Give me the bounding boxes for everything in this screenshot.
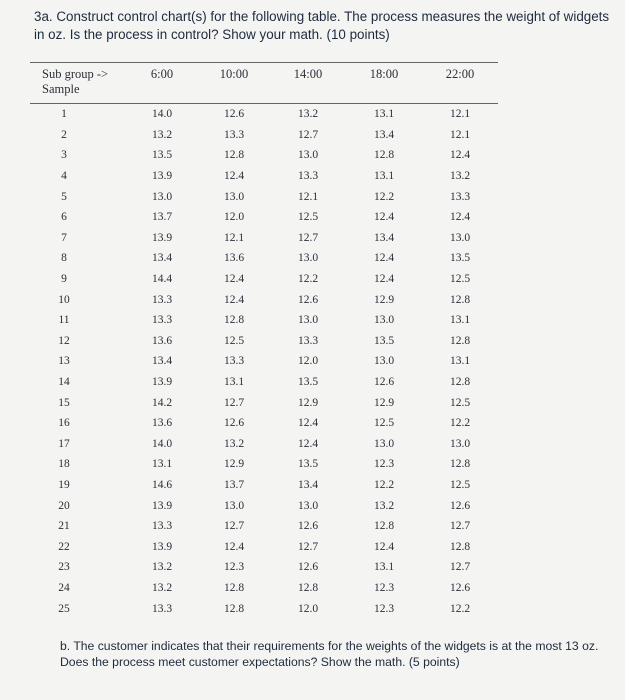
weight-cell: 13.2 [151, 581, 173, 594]
sample-number: 4 [61, 170, 67, 183]
sample-number: 17 [58, 437, 70, 450]
weight-cell: 12.8 [449, 293, 471, 306]
weight-cell: 12.5 [223, 334, 245, 347]
weight-cell: 13.6 [151, 334, 173, 347]
time-header-6: 6:00 [126, 63, 198, 104]
sample-number: 10 [58, 293, 70, 306]
weight-cell: 12.7 [297, 231, 319, 244]
sample-number: 3 [61, 149, 67, 162]
weight-cell: 13.2 [151, 128, 173, 141]
weight-cell: 12.1 [449, 128, 471, 141]
table-row [30, 207, 498, 228]
weight-cell: 12.4 [373, 252, 395, 265]
weight-cell: 12.6 [297, 520, 319, 533]
table-row [30, 372, 498, 393]
sample-number: 13 [58, 355, 70, 368]
weight-cell: 13.1 [449, 355, 471, 368]
weight-cell: 13.2 [151, 561, 173, 574]
weight-cell: 13.3 [151, 293, 173, 306]
weight-cell: 13.0 [373, 355, 395, 368]
weight-cell: 12.3 [373, 458, 395, 471]
weight-cell: 12.8 [449, 458, 471, 471]
weight-cell: 12.7 [449, 520, 471, 533]
weight-cell: 13.0 [297, 149, 319, 162]
sample-number: 12 [58, 334, 70, 347]
weight-cell: 12.1 [223, 231, 245, 244]
weight-cell: 13.3 [151, 602, 173, 615]
weight-cell: 12.6 [373, 376, 395, 389]
weight-cell: 13.0 [223, 499, 245, 512]
weight-cell: 12.3 [373, 581, 395, 594]
weight-cell: 13.9 [151, 499, 173, 512]
weight-cell: 12.4 [373, 540, 395, 553]
subgroup-header-label: Sub group -> [42, 67, 109, 81]
sample-number: 23 [58, 561, 70, 574]
table-row [30, 454, 498, 475]
weight-cell: 13.6 [151, 417, 173, 430]
weight-cell: 13.2 [373, 499, 395, 512]
subgroup-sample-header [30, 63, 126, 104]
weight-cell: 12.8 [223, 149, 245, 162]
widget-weight-table [30, 62, 498, 619]
weight-cell: 12.4 [449, 211, 471, 224]
sample-number: 25 [58, 602, 70, 615]
sample-number: 1 [61, 108, 67, 121]
table-row [30, 145, 498, 166]
weight-cell: 13.7 [223, 478, 245, 491]
weight-cell: 12.1 [449, 108, 471, 121]
weight-cell: 13.1 [373, 108, 395, 121]
time-header-22: 22:00 [422, 63, 498, 104]
table-row [30, 186, 498, 207]
sample-number: 19 [58, 478, 70, 491]
weight-cell: 13.3 [151, 314, 173, 327]
weight-cell: 13.5 [151, 149, 173, 162]
weight-cell: 12.4 [297, 417, 319, 430]
weight-cell: 12.7 [449, 561, 471, 574]
weight-cell: 13.4 [373, 231, 395, 244]
weight-cell: 12.6 [223, 417, 245, 430]
weight-cell: 14.0 [151, 108, 173, 121]
weight-cell: 12.5 [297, 211, 319, 224]
weight-cell: 12.2 [373, 190, 395, 203]
weight-cell: 12.0 [297, 602, 319, 615]
weight-cell: 12.4 [297, 437, 319, 450]
weight-cell: 13.1 [449, 314, 471, 327]
weight-cell: 12.7 [223, 520, 245, 533]
weight-cell: 12.0 [223, 211, 245, 224]
weight-cell: 12.8 [449, 376, 471, 389]
weight-cell: 13.5 [449, 252, 471, 265]
weight-cell: 13.0 [223, 190, 245, 203]
weight-cell: 12.6 [297, 561, 319, 574]
weight-cell: 13.0 [449, 231, 471, 244]
table-row [30, 269, 498, 290]
weight-cell: 12.5 [449, 478, 471, 491]
table-row [30, 351, 498, 372]
weight-cell: 13.2 [223, 437, 245, 450]
sample-number: 14 [58, 376, 70, 389]
sample-number: 21 [58, 520, 70, 533]
weight-cell: 12.9 [223, 458, 245, 471]
table-row [30, 331, 498, 352]
weight-cell: 12.4 [449, 149, 471, 162]
weight-cell: 13.6 [223, 252, 245, 265]
weight-cell: 13.9 [151, 170, 173, 183]
weight-cell: 12.7 [297, 128, 319, 141]
weight-cell: 12.4 [373, 211, 395, 224]
table-body [30, 104, 498, 619]
weight-cell: 13.9 [151, 376, 173, 389]
weight-cell: 13.2 [449, 170, 471, 183]
weight-cell: 12.2 [449, 417, 471, 430]
weight-cell: 12.8 [223, 314, 245, 327]
question-b-text: b. The customer indicates that their requirements for the weights of the widgets is at the most 13 oz. Does the process meet customer expectations? Show the math. (5 points) [60, 639, 599, 669]
weight-cell: 12.9 [297, 396, 319, 409]
table-row [30, 557, 498, 578]
time-header-14: 14:00 [270, 63, 346, 104]
table-row [30, 578, 498, 599]
weight-cell: 13.0 [373, 314, 395, 327]
weight-cell: 13.4 [297, 478, 319, 491]
weight-cell: 12.7 [297, 540, 319, 553]
weight-cell: 13.7 [151, 211, 173, 224]
sample-number: 18 [58, 458, 70, 471]
weight-cell: 12.6 [223, 108, 245, 121]
table-row [30, 598, 498, 619]
weight-cell: 12.4 [223, 293, 245, 306]
weight-cell: 12.9 [373, 293, 395, 306]
weight-cell: 14.4 [151, 273, 173, 286]
weight-cell: 12.7 [223, 396, 245, 409]
weight-cell: 12.2 [449, 602, 471, 615]
table-row [30, 104, 498, 125]
sample-number: 22 [58, 540, 70, 553]
sample-number: 15 [58, 396, 70, 409]
table-row [30, 166, 498, 187]
weight-cell: 12.9 [373, 396, 395, 409]
table-row [30, 434, 498, 455]
question-a-text: 3a. Construct control chart(s) for the following table. The process measures the weight of widgets in oz. Is the process in control? Show your math. (10 points) [34, 9, 610, 42]
weight-cell: 12.8 [223, 602, 245, 615]
weight-cell: 12.4 [223, 273, 245, 286]
sample-number: 7 [61, 231, 67, 244]
weight-cell: 12.6 [297, 293, 319, 306]
weight-cell: 13.5 [373, 334, 395, 347]
time-header-18: 18:00 [346, 63, 422, 104]
weight-cell: 13.9 [151, 231, 173, 244]
table-row [30, 536, 498, 557]
weight-cell: 12.5 [449, 396, 471, 409]
weight-cell: 13.3 [297, 334, 319, 347]
weight-cell: 13.4 [373, 128, 395, 141]
weight-cell: 13.0 [297, 499, 319, 512]
weight-cell: 13.5 [297, 458, 319, 471]
table-row [30, 125, 498, 146]
weight-cell: 13.5 [297, 376, 319, 389]
weight-cell: 13.0 [297, 314, 319, 327]
weight-cell: 13.1 [151, 458, 173, 471]
sample-number: 9 [61, 273, 67, 286]
weight-cell: 12.2 [297, 273, 319, 286]
weight-cell: 13.4 [151, 252, 173, 265]
weight-cell: 12.5 [373, 417, 395, 430]
weight-cell: 14.6 [151, 478, 173, 491]
weight-cell: 13.2 [297, 108, 319, 121]
weight-cell: 13.1 [373, 561, 395, 574]
weight-cell: 12.3 [373, 602, 395, 615]
weight-cell: 12.4 [373, 273, 395, 286]
weight-cell: 12.8 [373, 149, 395, 162]
weight-cell: 12.5 [449, 273, 471, 286]
table-row [30, 392, 498, 413]
weight-cell: 13.0 [373, 437, 395, 450]
weight-cell: 13.1 [373, 170, 395, 183]
table-row [30, 516, 498, 537]
sample-number: 16 [58, 417, 70, 430]
sample-number: 24 [58, 581, 70, 594]
table-row [30, 475, 498, 496]
weight-cell: 13.0 [297, 252, 319, 265]
weight-cell: 13.4 [151, 355, 173, 368]
weight-cell: 13.3 [223, 355, 245, 368]
sample-number: 6 [61, 211, 67, 224]
table-row [30, 413, 498, 434]
weight-cell: 12.6 [449, 499, 471, 512]
weight-cell: 13.0 [449, 437, 471, 450]
sample-number: 20 [58, 499, 70, 512]
weight-cell: 12.8 [449, 540, 471, 553]
weight-cell: 12.1 [297, 190, 319, 203]
sample-number: 11 [58, 314, 70, 327]
weight-cell: 12.4 [223, 170, 245, 183]
weight-cell: 12.3 [223, 561, 245, 574]
weight-cell: 13.3 [297, 170, 319, 183]
table-header-row [30, 63, 498, 104]
sample-number: 5 [61, 190, 67, 203]
weight-cell: 13.0 [151, 190, 173, 203]
table-row [30, 495, 498, 516]
weight-cell: 14.2 [151, 396, 173, 409]
weight-cell: 13.3 [449, 190, 471, 203]
sample-number: 8 [61, 252, 67, 265]
table-row [30, 248, 498, 269]
weight-cell: 12.6 [449, 581, 471, 594]
weight-cell: 12.8 [297, 581, 319, 594]
weight-cell: 13.9 [151, 540, 173, 553]
table-row [30, 228, 498, 249]
weight-cell: 12.4 [223, 540, 245, 553]
weight-cell: 12.0 [297, 355, 319, 368]
time-header-10: 10:00 [198, 63, 270, 104]
sample-header-label: Sample [42, 82, 80, 96]
weight-cell: 13.3 [223, 128, 245, 141]
table-row [30, 289, 498, 310]
weight-cell: 13.1 [223, 376, 245, 389]
weight-cell: 12.8 [223, 581, 245, 594]
weight-cell: 14.0 [151, 437, 173, 450]
sample-number: 2 [61, 128, 67, 141]
weight-cell: 12.2 [373, 478, 395, 491]
weight-cell: 12.8 [373, 520, 395, 533]
table-row [30, 310, 498, 331]
weight-cell: 12.8 [449, 334, 471, 347]
weight-cell: 13.3 [151, 520, 173, 533]
